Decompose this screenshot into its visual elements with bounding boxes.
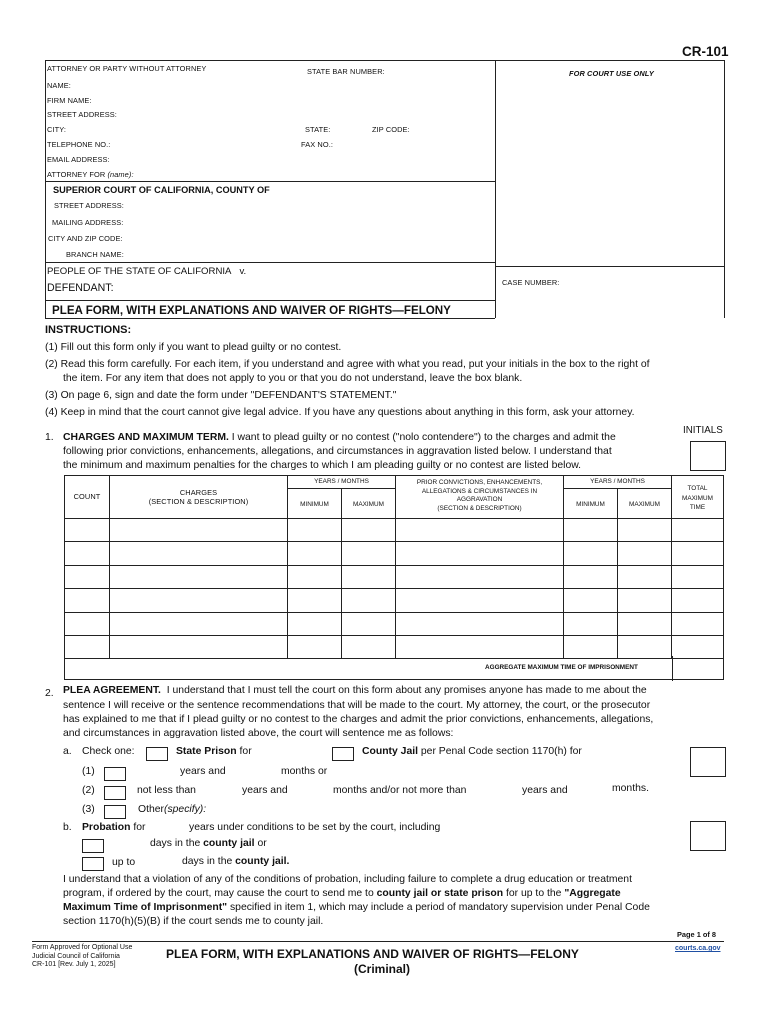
table-cell[interactable] [396,613,564,636]
title-bottom [45,318,495,319]
other-specify: (specify): [164,804,207,815]
court-title: SUPERIOR COURT OF CALIFORNIA, COUNTY OF [53,185,270,195]
header-min-1 [288,489,342,519]
up-to-label: up to [112,857,136,868]
option2-years: years and [242,785,288,796]
form-title: PLEA FORM, WITH EXPLANATIONS AND WAIVER OF RIGHTS—FELONY [52,304,451,317]
email-label[interactable]: EMAIL ADDRESS: [47,155,110,164]
other-label: Other [138,804,164,815]
instruction-3: (3) On page 6, sign and date the form under "DEFENDANT'S STATEMENT." [45,390,397,401]
footer-subtitle: (Criminal) [354,962,411,976]
city-label[interactable]: CITY: [47,125,66,134]
table-cell[interactable] [288,636,342,659]
website-link[interactable]: courts.ca.gov [675,945,721,952]
initials-box-item1[interactable] [690,441,726,471]
branch-name-label[interactable]: BRANCH NAME: [66,250,124,259]
item2-line1 [63,684,647,699]
violation-3a: Maximum Time of Imprisonment" [63,902,228,913]
item2a-label: a. [63,746,72,757]
table-cell[interactable] [65,566,110,589]
item1-line1 [63,431,616,446]
table-cell[interactable] [396,636,564,659]
item1-line2: following prior convictions, enhancements, allegations, and circumstances in aggravation listed below. I understand that [63,446,612,457]
instruction-1: (1) Fill out this form only if you want to plead guilty or no contest. [45,342,342,353]
years-months-label-1: YEARS / MONTHS [314,478,369,485]
option1-months: months or [281,766,328,777]
table-cell[interactable] [618,519,672,542]
option2-months-end: months. [612,783,649,794]
state-prison-for: for [239,746,252,757]
max-label-2: MAXIMUM [629,501,660,508]
header-total [672,476,723,519]
instruction-2: (2) Read this form carefully. For each item, if you understand and agree with what you read, put your initials in the box to the right of [45,359,650,370]
probation-for: for [133,822,146,833]
violation-line2 [63,887,621,902]
days-in-line [150,837,267,852]
state-prison-line [176,745,252,760]
table-cell[interactable] [342,613,396,636]
approval-line3: CR-101 [Rev. July 1, 2025] [32,961,116,969]
firm-name-label[interactable]: FIRM NAME: [47,96,92,105]
violation-2b: county jail or state prison [376,888,504,899]
table-cell[interactable] [288,613,342,636]
table-cell[interactable] [342,636,396,659]
item1-line3: the minimum and maximum penalties for the charges to which I am pleading guilty or no contest are listed below. [63,460,582,471]
header-right-border [724,60,725,318]
violation-2d: "Aggregate [564,888,621,899]
instruction-4: (4) Keep in mind that the court cannot give legal advice. If you have any questions about anything in this form, ask your attorney. [45,407,635,418]
defendant-label[interactable]: DEFENDANT: [47,282,114,294]
state-prison-label: State Prison [176,746,237,757]
state-prison-checkbox[interactable] [146,747,168,761]
header-max-2 [618,489,672,519]
header-count [65,476,110,519]
county-jail-label: County Jail [362,746,419,757]
attorney-for-text: ATTORNEY FOR [47,170,106,179]
table-cell[interactable] [110,566,288,589]
table-cell[interactable] [672,566,723,589]
table-cell[interactable] [564,542,618,565]
table-cell[interactable] [672,519,723,542]
option2-years-max: years and [522,785,568,796]
table-cell[interactable] [65,519,110,542]
table-cell[interactable] [396,566,564,589]
zip-label[interactable]: ZIP CODE: [372,125,410,134]
max-label-1: MAXIMUM [353,501,384,508]
page-number: Page 1 of 8 [677,930,717,939]
attorney-for-label[interactable] [47,170,134,179]
total-label-1: TOTAL [687,485,708,492]
prior-label-4: (SECTION & DESCRIPTION) [437,504,522,512]
table-cell[interactable] [564,566,618,589]
people-text: PEOPLE OF THE STATE OF CALIFORNIA [47,266,232,277]
county-jail-suffix: per Penal Code section 1170(h) for [420,746,582,757]
table-cell[interactable] [110,542,288,565]
table-cell[interactable] [672,613,723,636]
table-cell[interactable] [564,519,618,542]
footer-rule [32,941,724,942]
header-min-2 [564,489,618,519]
state-label[interactable]: STATE: [305,125,331,134]
item1-number: 1. [45,432,54,443]
header-prior [396,476,564,519]
table-cell[interactable] [672,542,723,565]
table-cell[interactable] [342,542,396,565]
versus: v. [239,266,247,277]
table-cell[interactable] [110,613,288,636]
table-cell[interactable] [618,589,672,612]
table-cell[interactable] [618,613,672,636]
header-left-border [45,60,46,318]
telephone-label[interactable]: TELEPHONE NO.: [47,140,111,149]
violation-2a: program, if ordered by the court, may cause the court to send me to [63,888,374,899]
probation-line [82,821,146,836]
table-cell[interactable] [288,519,342,542]
county-jail-line [362,745,582,760]
people-label [47,266,246,277]
table-cell[interactable] [342,519,396,542]
option1-checkbox[interactable] [104,767,126,781]
court-street-label[interactable]: STREET ADDRESS: [54,201,124,210]
total-label-2: MAXIMUM [682,494,713,502]
attorney-for-hint: (name): [107,170,134,179]
state-bar-label: STATE BAR NUMBER: [307,67,385,76]
table-cell[interactable] [564,589,618,612]
name-label[interactable]: NAME: [47,81,71,90]
option1-years: years and [180,766,226,777]
header-count-label: COUNT [73,492,101,501]
fax-label[interactable]: FAX NO.: [301,140,334,149]
mailing-address-label[interactable]: MAILING ADDRESS: [52,218,124,227]
street-address-label[interactable]: STREET ADDRESS: [47,110,117,119]
option2-not-less: not less than [137,785,196,796]
days-in-text: days in the [150,838,201,849]
table-cell[interactable] [65,613,110,636]
table-cell[interactable] [672,589,723,612]
table-cell[interactable] [564,613,618,636]
min-label-1: MINIMUM [300,501,329,508]
header-top-border [45,60,724,61]
table-cell[interactable] [396,589,564,612]
court-use-label: FOR COURT USE ONLY [569,69,654,78]
option3-other [138,803,206,818]
header-charges [110,476,288,519]
item1-heading: CHARGES AND MAXIMUM TERM. [63,432,229,443]
item2-heading: PLEA AGREEMENT. [63,685,161,696]
table-cell[interactable] [110,636,288,659]
header-charges-sub: (SECTION & DESCRIPTION) [148,497,249,506]
table-cell[interactable] [564,636,618,659]
header-max-1 [342,489,396,519]
case-number-label[interactable]: CASE NUMBER: [502,278,560,287]
table-cell[interactable] [342,566,396,589]
violation-line1: I understand that a violation of any of the conditions of probation, including failure to complete a drug education or treatment [63,874,632,885]
days-in-text-2: days in the [182,856,233,867]
check-one-label: Check one: [82,746,135,757]
county-jail-c: county jail. [235,856,290,867]
table-cell[interactable] [65,542,110,565]
county-jail-checkbox[interactable] [332,747,354,761]
total-label-3: TIME [689,504,706,511]
violation-line4: section 1170(h)(5)(B) if the court sends me to county jail. [63,916,324,927]
instructions-heading: INSTRUCTIONS: [45,324,132,336]
table-cell[interactable] [288,566,342,589]
option2-checkbox[interactable] [104,786,126,800]
table-cell[interactable] [65,589,110,612]
form-number: CR-101 [682,44,729,59]
or-word: or [257,838,267,849]
case-number-top [495,266,724,267]
item2-line2: sentence I will receive or the sentence recommendations that will be made to the court. My attorney, the court, or the prosecutor [63,700,651,711]
probation-text: years under conditions to be set by the court, including [189,822,441,833]
attorney-label: ATTORNEY OR PARTY WITHOUT ATTORNEY [47,64,207,73]
item2-line3: has explained to me that if I plead guilty or no contest to the charges and admit the prior convictions, enhancements, allegations, [63,714,654,725]
min-label-2: MINIMUM [576,501,605,508]
option3-checkbox[interactable] [104,805,126,819]
header-years-months-2 [564,476,672,489]
item2b-label: b. [63,822,72,833]
option3-label: (3) [82,804,95,815]
footer-approval [32,944,132,970]
table-cell[interactable] [65,636,110,659]
approval-line2: Judicial Council of California [32,952,120,960]
title-top [45,300,495,301]
option2-label: (2) [82,785,95,796]
aggregate-divider [672,656,673,681]
probation-jail-checkbox[interactable] [82,839,104,853]
table-cell[interactable] [396,519,564,542]
up-to-checkbox[interactable] [82,857,104,871]
aggregate-label: AGGREGATE MAXIMUM TIME OF IMPRISONMENT [485,664,638,671]
probation-label: Probation [82,822,131,833]
item2-number: 2. [45,688,54,699]
instruction-2-cont: the item. For any item that does not apply to you or that you do not understand, leave the box blank. [63,373,523,384]
table-cell[interactable] [288,589,342,612]
table-cell[interactable] [618,566,672,589]
prior-label-3: AGGRAVATION [456,496,503,504]
table-cell[interactable] [110,519,288,542]
charges-table [64,475,724,680]
header-divider [495,60,496,318]
table-cell[interactable] [342,589,396,612]
years-months-label-2: YEARS / MONTHS [590,478,645,485]
prior-label-2: ALLEGATIONS & CIRCUMSTANCES IN [421,487,538,495]
days-in-line-2 [182,855,289,870]
item2-line4: and circumstances in aggravation listed above, the court will sentence me as follows: [63,728,454,739]
table-cell[interactable] [396,542,564,565]
violation-3b: specified in item 1, which may include a period of mandatory supervision under Penal Code [229,902,650,913]
court-section-top [45,181,495,182]
approval-line1: Form Approved for Optional Use [32,944,133,951]
header-charges-label: CHARGES [179,488,218,497]
initials-box-item2a[interactable] [690,747,726,777]
prior-label-1: PRIOR CONVICTIONS, ENHANCEMENTS, [416,479,543,486]
option2-months: months and/or not more than [333,785,467,796]
initials-box-item2b[interactable] [690,821,726,851]
parties-top [45,262,495,263]
table-cell[interactable] [288,542,342,565]
item2-text1: I understand that I must tell the court on this form about any promises anyone has made to me about the [166,685,647,696]
option1-label: (1) [82,766,95,777]
header-years-months-1 [288,476,396,489]
item1-text1: I want to plead guilty or no contest ("nolo contendere") to the charges and admit the [231,432,616,443]
table-cell[interactable] [672,636,723,659]
violation-line3 [63,901,650,916]
table-cell[interactable] [110,589,288,612]
violation-2c: for up to the [505,888,562,899]
table-cell[interactable] [618,542,672,565]
initials-label: INITIALS [683,425,723,436]
city-zip-label[interactable]: CITY AND ZIP CODE: [48,234,123,243]
footer-title: PLEA FORM, WITH EXPLANATIONS AND WAIVER OF RIGHTS—FELONY [166,947,579,961]
county-jail-b: county jail [203,838,255,849]
table-cell[interactable] [618,636,672,659]
